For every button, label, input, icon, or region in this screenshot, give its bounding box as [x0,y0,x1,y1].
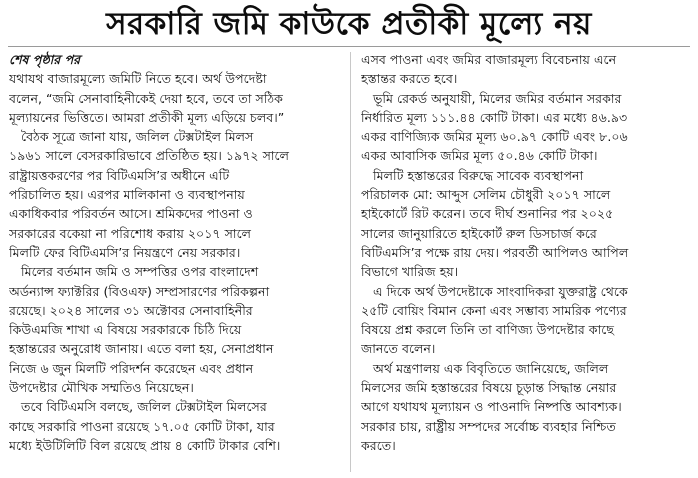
headline-rule [8,46,690,47]
text-line: একর বাণিজ্যিক জমির মূল্য ৬০.৯৭ কোটি এবং ৮.০৬ [361,129,628,145]
text-line: নির্ধারিত মূল্য ১১১.৪৪ কোটি টাকা। এর মধ্যে ৪৬.৯৩ [361,109,628,125]
text-line: সরকার চায়, রাষ্ট্রীয় সম্পদের সর্বোচ্চ ব্যবহার নিশ্চিত [361,418,616,434]
text-line: মধ্যে ইউটিলিটি বিল রয়েছে প্রায় ৪ কোটি টাকার বেশি। [9,437,281,453]
text-line: মিলটি ফের বিটিএমসি’র নিয়ন্ত্রণে নেয় সরকার। [9,244,241,260]
text-line: একর আবাসিক জমির মূল্য ৫০.৪৬ কোটি টাকা। [361,148,598,164]
text-line: পরিচালিত হয়। এরপর মালিকানা ও ব্যবস্থাপনায় [9,187,245,203]
text-line: বিভাগে খারিজ হয়। [361,264,459,280]
text-line: হস্তান্তরের অনুরোধ জানায়। এতে বলা হয়, সেনাপ্রধান [9,341,274,357]
text-line: নিজে ৬ জুন মিলটি পরিদর্শন করেছেন এবং প্রধান [9,360,254,376]
text-line: মিলের বর্তমান জমি ও সম্পত্তির ওপর বাংলাদেশ [21,264,259,280]
text-line: কিউএমজি শাখা এ বিষয়ে সরকারকে চিঠি দিয়ে [9,322,242,338]
text-line: এসব পাওনা এবং জমির বাজারমূল্য বিবেচনায় এনে [361,52,617,67]
text-line: বিটিএমসি’র পক্ষে রায় দেয়। পরবর্তী আপিলও আপিল [361,244,629,260]
text-line: সালের জানুয়ারিতে হাইকোর্ট রুল ডিসচার্জ করে [361,225,597,241]
text-line: করতে। [361,437,396,453]
text-line: বলেন, “জমি সেনাবাহিনীকেই দেয়া হবে, তবে তা সঠিক [9,90,283,106]
left-column-lines [9,69,339,455]
text-line: জানতে বলেন। [361,341,436,357]
text-line: মিলটি হস্তান্তরের বিরুদ্ধে সাবেক ব্যবস্থাপনা [373,167,584,183]
text-line: মিলসের জমি হস্তান্তরের বিষয়ে চূড়ান্ত সিদ্ধান্ত নেয়ার [361,380,617,396]
text-line: ভূমি রেকর্ড অনুযায়ী, মিলের জমির বর্তমান সরকার [373,90,622,106]
text-line: হাইকোর্টে রিট করেন। তবে দীর্ঘ শুনানির পর ২০২৫ [361,206,614,222]
left-column [9,50,339,455]
text-line: আগে যথাযথ মূল্যায়ন ও পাওনাদি নিষ্পত্তি আবশ্যক। [361,399,622,415]
text-line: কাছে সরকারি পাওনা রয়েছে ১৭.০৫ কোটি টাকা, যার [9,418,275,434]
text-line: বৈঠক সূত্রে জানা যায়, জলিল টেক্সটাইল মিলস [21,129,254,145]
text-line: এ দিকে অর্থ উপদেষ্টাকে সাংবাদিকরা যুক্তরাষ্ট্র থেকে [373,283,628,299]
text-line: বিষয়ে প্রশ্ন করলে তিনি তা বাণিজ্য উপদেষ্টার কাছে [361,322,614,338]
text-line: হস্তান্তর করতে হবে। [361,71,458,87]
text-line: অর্ডন্যান্স ফ্যাক্টরির (বিওএফ) সম্প্রসারণের পরিকল্পনা [9,283,270,299]
text-line: ১৯৬১ সালে বেসরকারিভাবে প্রতিষ্ঠিত হয়। ১৯৭২ সালে [9,148,289,164]
right-column-lines [361,50,689,455]
text-line: উপদেষ্টার মৌখিক সম্মতিও নিয়েছেন। [9,380,194,396]
text-line: যথাযথ বাজারমূল্যে জমিটি নিতে হবে। অর্থ উপদেষ্টা [9,71,267,87]
text-line: সরকারের বকেয়া না পরিশোধ করায় ২০১৭ সালে [9,225,252,241]
text-line: রাষ্ট্রায়ত্তকরণের পর বিটিএমসি’র অধীনে এটি [9,167,230,183]
text-line: রয়েছে। ২০২৪ সালের ৩১ অক্টোবর সেনাবাহিনীর [9,302,253,318]
right-column [361,50,689,455]
column-divider [350,52,351,472]
text-line: মূল্যায়নের ভিত্তিতে। আমরা প্রতীকী মূল্য এড়িয়ে চলব।” [9,109,285,125]
continued-label: শেষ পৃষ্ঠার পর [9,52,81,67]
text-line: অর্থ মন্ত্রণালয় এক বিবৃতিতে জানিয়েছে, জলিল [373,360,609,376]
text-line: একাধিকবার পরিবর্তন আসে। শ্রমিকদের পাওনা ও [9,206,253,222]
text-line: পরিচালক মো: আব্দুস সেলিম চৌধুরী ২০১৭ সালে [361,187,611,203]
text-line: ২৫টি বোয়িং বিমান কেনা এবং সম্ভাব্য সামরিক পণ্যের [361,302,627,318]
headline: সরকারি জমি কাউকে প্রতীকী মূল্যে নয় [106,6,592,42]
text-line: তবে বিটিএমসি বলছে, জলিল টেক্সটাইল মিলসের [21,399,267,415]
